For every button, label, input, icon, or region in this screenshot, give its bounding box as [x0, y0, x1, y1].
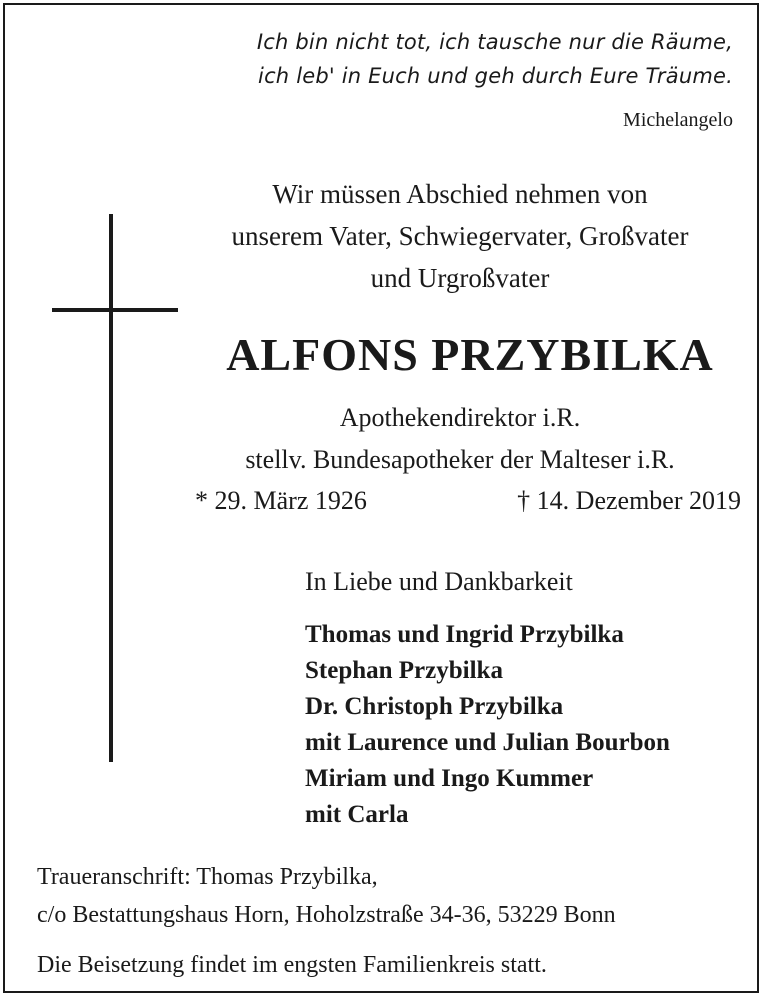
address-line: Traueranschrift: Thomas Przybilka, — [37, 864, 378, 890]
deceased-title: Apothekendirektor i.R. — [339, 403, 581, 432]
mourners-intro: In Liebe und Dankbarkeit — [305, 567, 573, 596]
deceased-title: stellv. Bundesapotheker der Malteser i.R. — [245, 445, 675, 474]
quote-line: ich leb' in Euch und geh durch Eure Träume. — [258, 64, 733, 88]
mourner-name: mit Laurence und Julian Bourbon — [305, 729, 670, 756]
birth-date: * 29. März 1926 — [195, 486, 367, 515]
cross-icon-horizontal-bar — [52, 308, 178, 312]
mourners-list — [305, 617, 670, 833]
mourner-name: Stephan Przybilka — [305, 657, 503, 684]
quote-line: Ich bin nicht tot, ich tausche nur die Räume, — [256, 30, 733, 54]
mourner-name: Miriam und Ingo Kummer — [305, 765, 594, 792]
deceased-titles — [175, 397, 745, 481]
intro-line: unserem Vater, Schwiegervater, Großvater — [231, 221, 689, 251]
burial-note: Die Beisetzung findet im engsten Familienkreis statt. — [37, 952, 547, 978]
death-date: † 14. Dezember 2019 — [517, 486, 741, 515]
mourner-name: Dr. Christoph Przybilka — [305, 693, 564, 720]
mourner-name: Thomas und Ingrid Przybilka — [305, 621, 624, 648]
intro-line: und Urgroßvater — [370, 263, 550, 293]
quote-author: Michelangelo — [623, 109, 733, 131]
cross-icon-vertical-bar — [109, 214, 113, 762]
obituary-notice — [3, 3, 759, 993]
deceased-name: ALFONS PRZYBILKA — [226, 329, 714, 380]
farewell-intro — [175, 173, 745, 299]
epigraph-quote — [257, 25, 733, 93]
intro-line: Wir müssen Abschied nehmen von — [272, 179, 648, 209]
mourner-name: mit Carla — [305, 801, 409, 828]
mourning-address — [37, 858, 616, 934]
address-line: c/o Bestattungshaus Horn, Hoholzstraße 34-36, 53229 Bonn — [37, 902, 616, 928]
